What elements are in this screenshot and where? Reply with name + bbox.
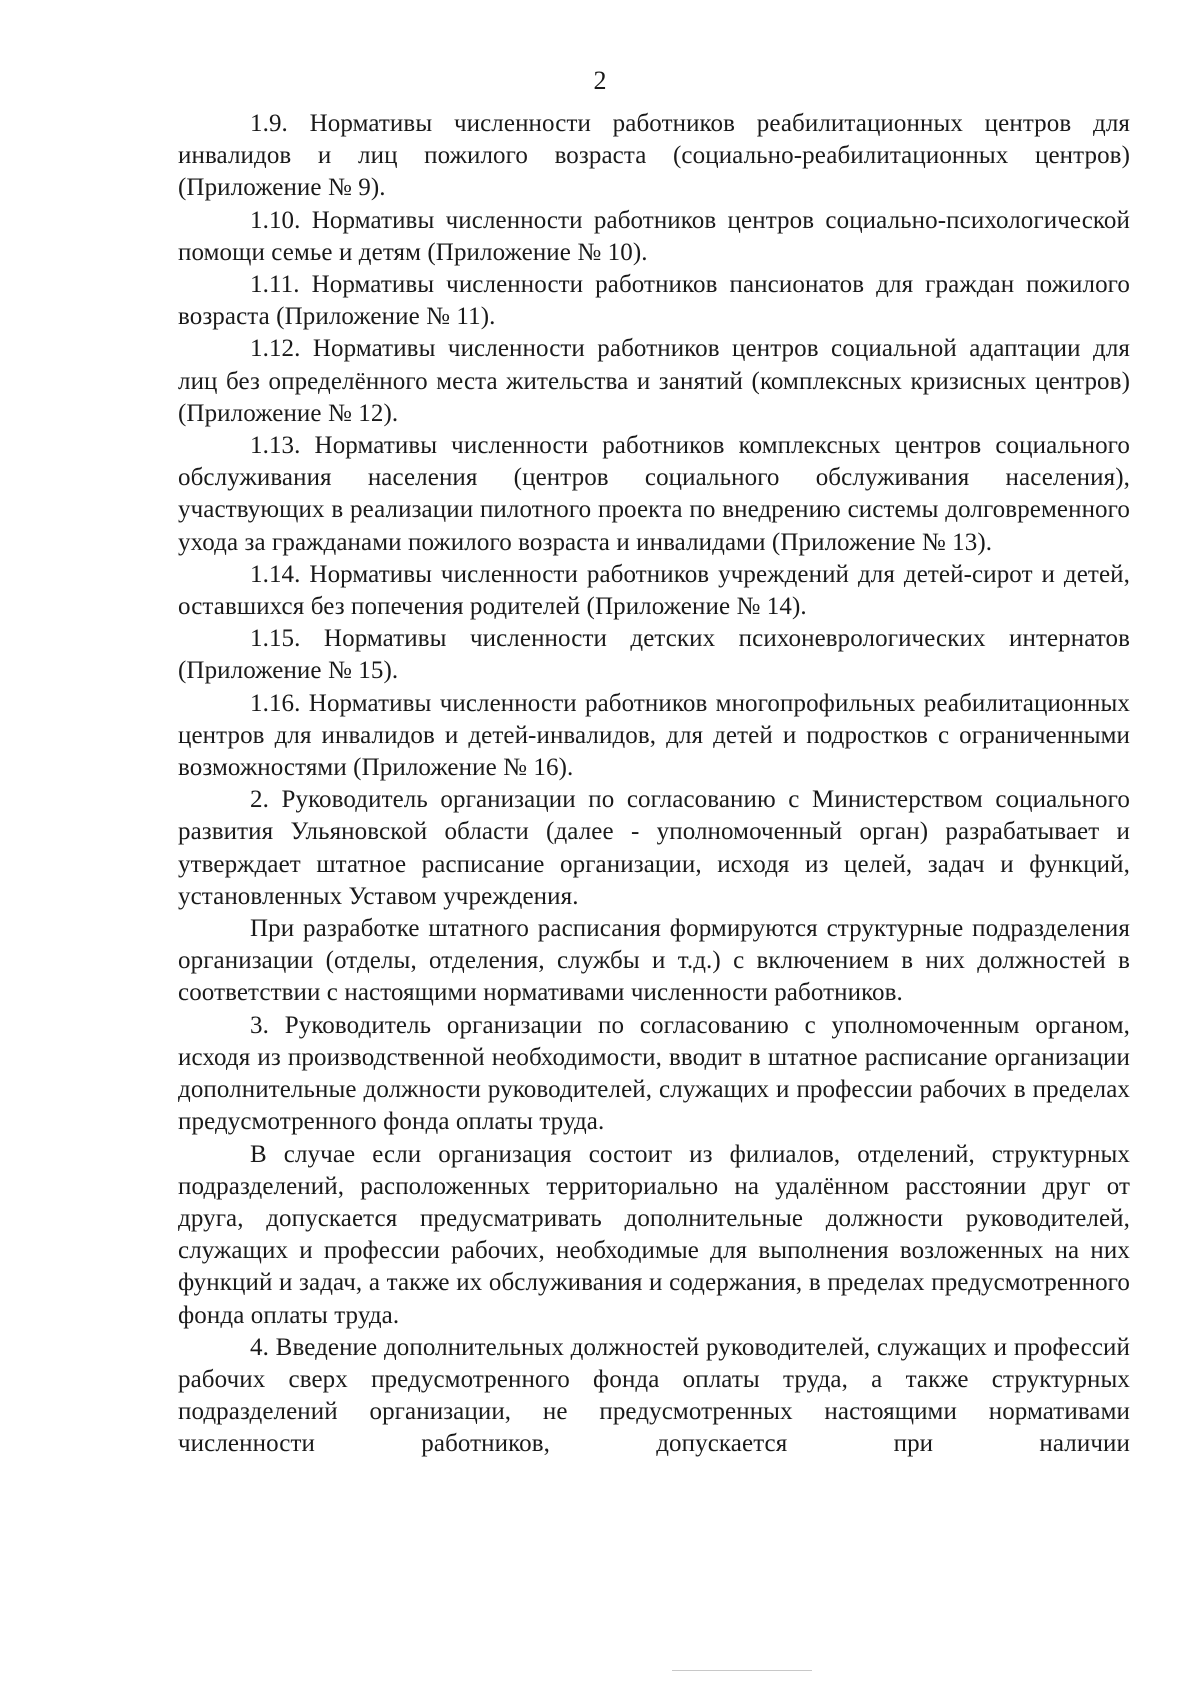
paragraph-1-14: 1.14. Нормативы численности работников учреждений для детей-сирот и детей, оставшихся без попечения родителей (Приложение № 14). bbox=[178, 560, 1130, 621]
paragraph-1-11: 1.11. Нормативы численности работников пансионатов для граждан пожилого возраста (Приложение № 11). bbox=[178, 271, 1130, 331]
page-number: 2 bbox=[593, 66, 607, 95]
paragraph-1-15: 1.15. Нормативы численности детских психоневрологических интернатов (Приложение № 15). bbox=[178, 625, 1130, 685]
paragraph-3-branches: В случае если организация состоит из филиалов, отделений, структурных подразделений, расположенных территориально на удалённом расстоянии друг от друга, допускается предусматривать дополнительные должности руководителей, служащих и профессии рабочих, необходимые для выполнения возложенных на них функций и задач, а также их обслуживания и содержания, в пределах предусмотренного фонда оплаты труда. bbox=[178, 1140, 1130, 1329]
paragraph-1-13: 1.13. Нормативы численности работников комплексных центров социального обслуживания населения (центров социального обслуживания населения), участвующих в реализации пилотного проекта по внедрению системы долговременного ухода за гражданами пожилого возраста и инвалидами (Приложение № 13). bbox=[178, 432, 1130, 556]
paragraph-2: 2. Руководитель организации по согласованию с Министерством социального развития Ульяновской области (далее - уполномоченный орган) разрабатывает и утверждает штатное расписание организации, исходя из целей, задач и функций, установленных Уставом учреждения. bbox=[178, 786, 1130, 910]
paragraph-1-16: 1.16. Нормативы численности работников многопрофильных реабилитационных центров для инвалидов и детей-инвалидов, для детей и подростков с ограниченными возможностями (Приложение № 16). bbox=[178, 689, 1130, 782]
paragraph-1-10: 1.10. Нормативы численности работников центров социально-психологической помощи семье и детям (Приложение № 10). bbox=[178, 206, 1130, 266]
paragraph-4: 4. Введение дополнительных должностей руководителей, служащих и профессий рабочих сверх предусмотренного фонда оплаты труда, а также структурных подразделений организации, не предусмотренных настоящими нормативами численности работников, допускается при наличии bbox=[178, 1333, 1130, 1458]
paragraph-1-9: 1.9. Нормативы численности работников реабилитационных центров для инвалидов и лиц пожилого возраста (социально-реабилитационных центров) (Приложение № 9). bbox=[178, 110, 1130, 202]
document-body bbox=[178, 108, 1130, 1461]
paragraph-2-staffing: При разработке штатного расписания формируются структурные подразделения организации (отделы, отделения, службы и т.д.) с включением в них должностей в соответствии с настоящими нормативами численности работников. bbox=[178, 915, 1130, 1007]
paragraph-3: 3. Руководитель организации по согласованию с уполномоченным органом, исходя из производственной необходимости, вводит в штатное расписание организации дополнительные должности руководителей, служащих и профессии рабочих в пределах предусмотренного фонда оплаты труда. bbox=[178, 1011, 1130, 1136]
footer-rule bbox=[672, 1670, 812, 1671]
paragraph-1-12: 1.12. Нормативы численности работников центров социальной адаптации для лиц без определённого места жительства и занятий (комплексных кризисных центров) (Приложение № 12). bbox=[178, 335, 1130, 427]
